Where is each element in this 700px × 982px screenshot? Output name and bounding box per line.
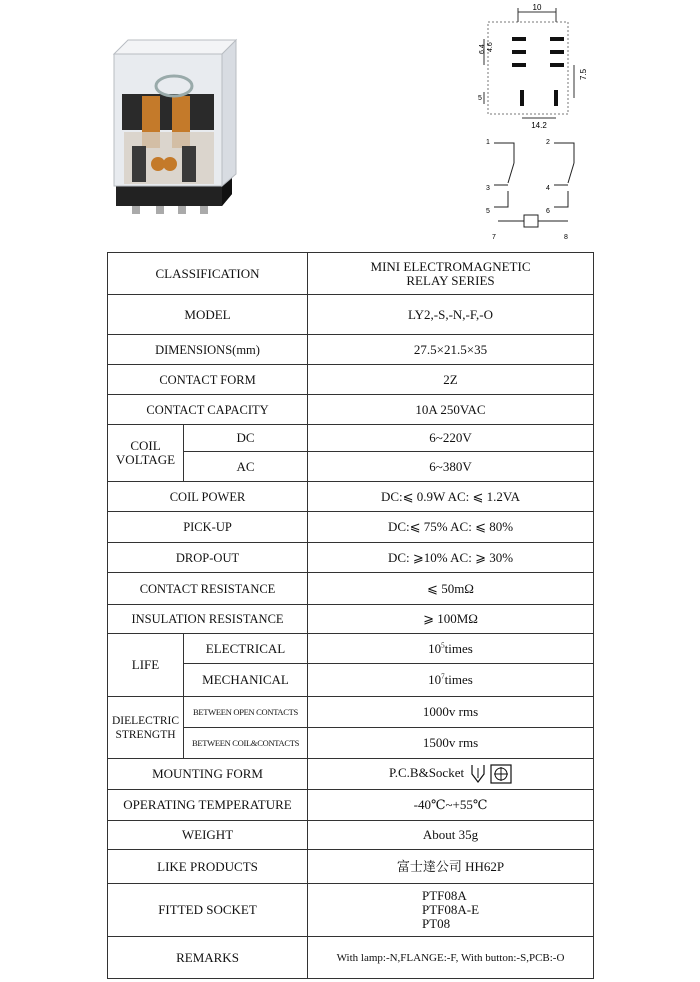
contact-resistance-value: ⩽ 50mΩ — [308, 573, 594, 605]
pin-label-6: 6 — [546, 208, 550, 215]
dielectric-label-line1: DIELECTRIC — [111, 714, 180, 727]
contact-capacity-value: 10A 250VAC — [308, 395, 594, 425]
life-electrical-base: 10 — [428, 640, 442, 656]
table-row — [108, 253, 594, 295]
table-row — [108, 365, 594, 395]
table-row — [108, 335, 594, 365]
pick-up-value: DC:⩽ 75% AC: ⩽ 80% — [308, 512, 594, 543]
life-mechanical-value — [308, 664, 594, 697]
table-row — [108, 634, 594, 664]
pin-dimension-drawing — [470, 0, 600, 135]
pin-label-1: 1 — [486, 139, 490, 146]
weight-value: About 35g — [308, 821, 594, 850]
like-products-value: 富士達公司 HH62P — [308, 850, 594, 884]
coil-voltage-ac-value: 6~380V — [308, 452, 594, 482]
life-mechanical-exponent: 7 — [441, 672, 445, 681]
contact-form-label: CONTACT FORM — [108, 365, 308, 395]
pin-label-7: 7 — [492, 234, 496, 241]
classification-value-line2: RELAY SERIES — [406, 272, 495, 288]
table-row — [108, 543, 594, 573]
classification-value — [308, 253, 594, 295]
relay-product-photo — [104, 34, 244, 216]
table-row — [108, 821, 594, 850]
fitted-socket-value — [308, 884, 594, 937]
dielectric-open-contacts-value: 1000v rms — [308, 697, 594, 728]
classification-label: CLASSIFICATION — [108, 253, 308, 295]
dielectric-open-contacts-label: BETWEEN OPEN CONTACTS — [184, 697, 308, 728]
fitted-socket-label: FITTED SOCKET — [108, 884, 308, 937]
model-value: LY2,-S,-N,-F,-O — [308, 295, 594, 335]
operating-temperature-label: OPERATING TEMPERATURE — [108, 790, 308, 821]
dielectric-strength-label — [108, 697, 184, 759]
table-row — [108, 482, 594, 512]
remarks-label: REMARKS — [108, 937, 308, 979]
pin-label-2: 2 — [546, 139, 550, 146]
pick-up-label: PICK-UP — [108, 512, 308, 543]
dielectric-label-line2: STRENGTH — [115, 728, 176, 741]
specification-table — [107, 252, 594, 979]
fitted-socket-item: PT08 — [421, 916, 451, 931]
pin-label-5: 5 — [486, 208, 490, 215]
contact-resistance-label: CONTACT RESISTANCE — [108, 573, 308, 605]
table-row — [108, 605, 594, 634]
coil-voltage-dc-label: DC — [184, 425, 308, 452]
fitted-socket-item: PTF08A-E — [421, 902, 480, 917]
table-row — [108, 295, 594, 335]
table-row — [108, 425, 594, 452]
pin-label-3: 3 — [486, 185, 490, 192]
table-row — [108, 573, 594, 605]
mounting-form-label: MOUNTING FORM — [108, 759, 308, 790]
weight-label: WEIGHT — [108, 821, 308, 850]
fitted-socket-item: PTF08A — [421, 888, 467, 903]
table-row — [108, 937, 594, 979]
drop-out-value: DC: ⩾10% AC: ⩾ 30% — [308, 543, 594, 573]
classification-value-line1: MINI ELECTROMAGNETIC — [370, 258, 531, 274]
pcb-pin-icon — [470, 764, 486, 784]
remarks-value: With lamp:-N,FLANGE:-F, With button:-S,PCB:-O — [308, 937, 594, 979]
pin-label-4: 4 — [546, 185, 550, 192]
coil-voltage-label-line1: COIL — [130, 438, 161, 453]
operating-temperature-value: -40℃~+55℃ — [308, 790, 594, 821]
dim-left-b: 4.6 — [487, 42, 494, 52]
dim-top: 10 — [532, 3, 542, 12]
life-mechanical-unit: times — [444, 672, 473, 687]
wiring-schematic — [480, 135, 590, 247]
dim-right: 7.5 — [579, 68, 588, 80]
life-mechanical-label: MECHANICAL — [184, 664, 308, 697]
dimensions-value: 27.5×21.5×35 — [308, 335, 594, 365]
insulation-resistance-label: INSULATION RESISTANCE — [108, 605, 308, 634]
table-row — [108, 759, 594, 790]
life-electrical-label: ELECTRICAL — [184, 634, 308, 664]
coil-power-label: COIL POWER — [108, 482, 308, 512]
table-row — [108, 790, 594, 821]
life-mechanical-base: 10 — [428, 672, 442, 687]
table-row — [108, 697, 594, 728]
coil-voltage-label — [108, 425, 184, 482]
dim-left-a: 6.4 — [479, 44, 486, 54]
contact-capacity-label: CONTACT CAPACITY — [108, 395, 308, 425]
dimensions-label: DIMENSIONS(mm) — [108, 335, 308, 365]
life-electrical-value — [308, 634, 594, 664]
insulation-resistance-value: ⩾ 100MΩ — [308, 605, 594, 634]
mounting-form-value — [308, 759, 594, 790]
life-electrical-exponent: 5 — [441, 641, 445, 650]
table-row — [108, 884, 594, 937]
drop-out-label: DROP-OUT — [108, 543, 308, 573]
life-label: LIFE — [108, 634, 184, 697]
pin-label-8: 8 — [564, 234, 568, 241]
life-electrical-unit: times — [444, 640, 473, 656]
socket-mount-icon — [490, 764, 512, 784]
dielectric-coil-contacts-label: BETWEEN COIL&CONTACTS — [184, 728, 308, 759]
dim-left-small: 5 — [478, 95, 482, 102]
dim-bottom: 14.2 — [531, 121, 547, 130]
dielectric-coil-contacts-value: 1500v rms — [308, 728, 594, 759]
coil-voltage-dc-value: 6~220V — [308, 425, 594, 452]
coil-voltage-ac-label: AC — [184, 452, 308, 482]
model-label: MODEL — [108, 295, 308, 335]
coil-power-value: DC:⩽ 0.9W AC: ⩽ 1.2VA — [308, 482, 594, 512]
mounting-form-text: P.C.B&Socket — [388, 764, 465, 780]
like-products-label: LIKE PRODUCTS — [108, 850, 308, 884]
table-row — [108, 512, 594, 543]
table-row — [108, 850, 594, 884]
contact-form-value: 2Z — [308, 365, 594, 395]
table-row — [108, 395, 594, 425]
coil-voltage-label-line2: VOLTAGE — [115, 452, 176, 467]
